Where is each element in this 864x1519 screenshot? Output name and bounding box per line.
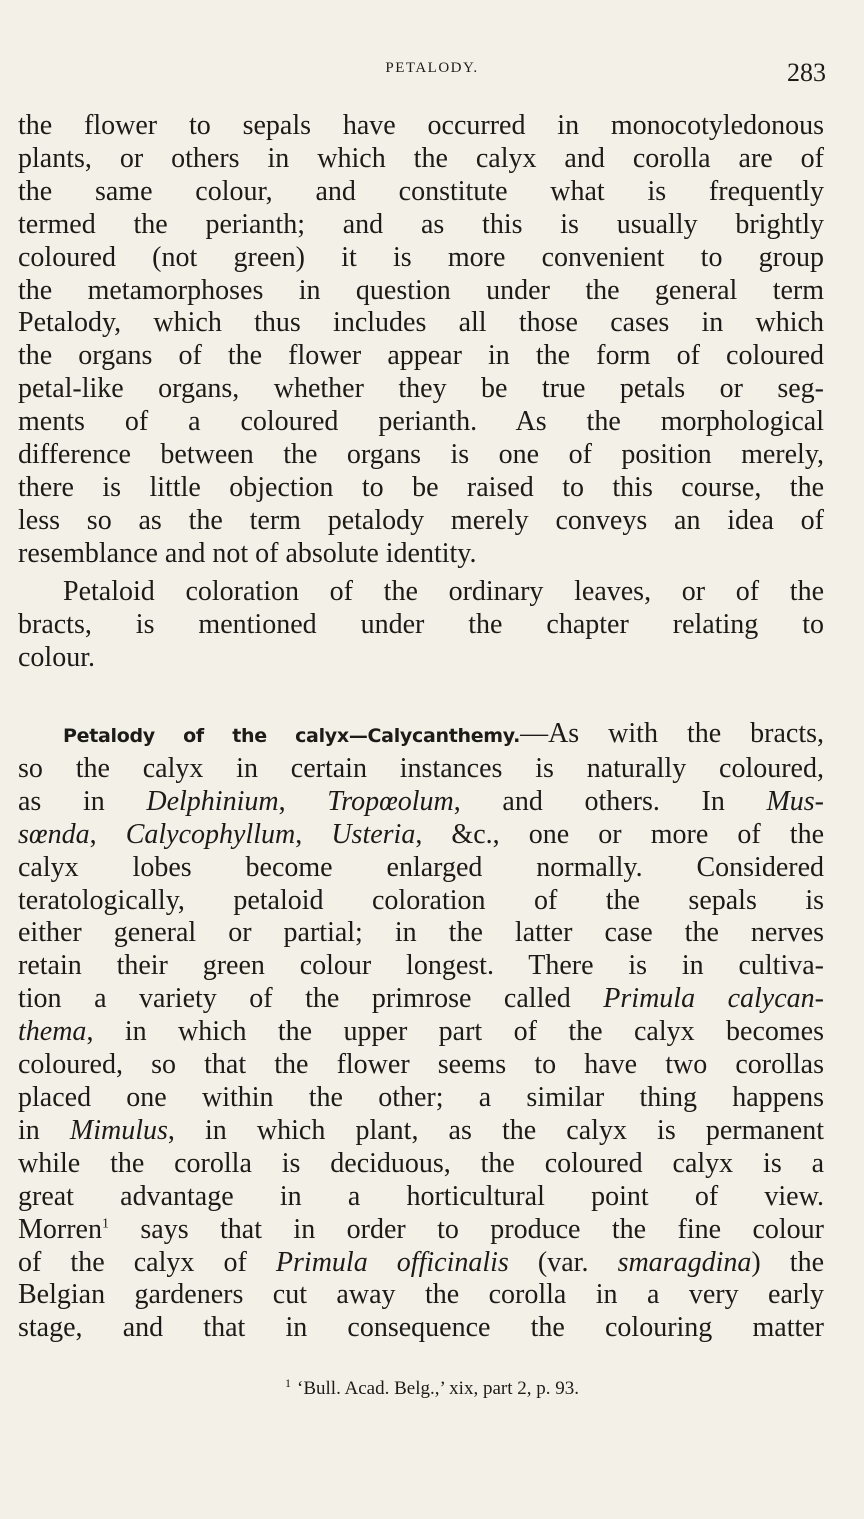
text-line: either general or partial; in the latter case the nerves bbox=[18, 917, 824, 949]
taxon-name: Mimulus bbox=[69, 1114, 168, 1146]
taxon-name: Usteria bbox=[331, 818, 416, 850]
text-line: calyx lobes become enlarged normally. Considered bbox=[18, 851, 824, 883]
text-line: bracts, is mentioned under the chapter relating to bbox=[18, 608, 824, 640]
text-line: as in Delphinium, Tropœolum, and others. In Mus- bbox=[18, 785, 824, 817]
text-line: petal-like organs, whether they be true petals or seg- bbox=[18, 373, 824, 405]
taxon-name: Delphinium bbox=[146, 785, 279, 817]
running-title: PETALODY. bbox=[385, 60, 479, 76]
taxon-name: thema bbox=[18, 1016, 87, 1048]
taxon-name: Mus- bbox=[766, 785, 824, 817]
text-line: of the calyx of Primula officinalis (var. smaragdina) the bbox=[18, 1246, 824, 1278]
text-line: coloured, so that the flower seems to have two corollas bbox=[18, 1049, 824, 1081]
text-line: teratologically, petaloid coloration of the sepals is bbox=[18, 884, 824, 916]
text-line: placed one within the other; a similar thing happens bbox=[18, 1081, 824, 1113]
taxon-name: Primula officinalis bbox=[275, 1246, 509, 1278]
taxon-name: sœnda bbox=[18, 818, 90, 850]
section-calycanthemy bbox=[18, 718, 824, 1345]
taxon-name: Tropœolum bbox=[327, 785, 454, 817]
footnote-text: ‘Bull. Acad. Belg.,’ xix, part 2, p. 93. bbox=[297, 1378, 579, 1399]
text-line: while the corolla is deciduous, the coloured calyx is a bbox=[18, 1147, 824, 1179]
text-line: Petaloid coloration of the ordinary leaves, or of the bbox=[63, 576, 824, 607]
text-line: termed the perianth; and as this is usually brightly bbox=[18, 208, 824, 240]
text-line: coloured (not green) it is more convenient to group bbox=[18, 241, 824, 273]
text-line: resemblance and not of absolute identity. bbox=[18, 537, 477, 569]
text-line: retain their green colour longest. There is in cultiva- bbox=[18, 950, 824, 982]
text-line: the same colour, and constitute what is frequently bbox=[18, 175, 824, 207]
text-line: great advantage in a horticultural point of view. bbox=[18, 1180, 824, 1212]
page-number: 283 bbox=[787, 58, 826, 87]
text-line: sœnda, Calycophyllum, Usteria, &c., one or more of the bbox=[18, 818, 824, 850]
text-line: so the calyx in certain instances is naturally coloured, bbox=[18, 752, 824, 784]
text-line: the metamorphoses in question under the general term bbox=[18, 274, 824, 306]
footnote bbox=[0, 1375, 864, 1400]
text-line: ments of a coloured perianth. As the morphological bbox=[18, 406, 824, 438]
text-line: stage, and that in consequence the colouring matter bbox=[18, 1312, 824, 1344]
taxon-name: smaragdina bbox=[617, 1246, 752, 1278]
section-first-line: Petalody of the calyx—Calycanthemy.—As with the bracts, bbox=[63, 718, 824, 749]
text-line: the flower to sepals have occurred in monocotyledonous bbox=[18, 110, 824, 141]
text-line: colour. bbox=[18, 641, 95, 673]
text-line: there is little objection to be raised to this course, the bbox=[18, 471, 824, 503]
taxon-name: Primula calycan- bbox=[603, 983, 824, 1015]
paragraph-coloration bbox=[18, 576, 824, 675]
text-line: difference between the organs is one of position merely, bbox=[18, 439, 824, 471]
text-line: in Mimulus, in which plant, as the calyx is permanent bbox=[18, 1114, 825, 1146]
taxon-name: Calycophyllum bbox=[125, 818, 296, 850]
text-line: tion a variety of the primrose called Primula calycan- bbox=[18, 983, 824, 1015]
footnote-number: 1 bbox=[285, 1375, 292, 1390]
text-line: Belgian gardeners cut away the corolla in a very early bbox=[18, 1279, 824, 1311]
text-line: the organs of the flower appear in the form of coloured bbox=[18, 340, 824, 372]
section-heading: Petalody of the calyx—Calycanthemy. bbox=[63, 725, 521, 747]
text-line: plants, or others in which the calyx and corolla are of bbox=[18, 142, 824, 174]
text-line: Morren$^1$ says that in order to produce the fine colour bbox=[18, 1213, 824, 1245]
text-line: thema, in which the upper part of the calyx becomes bbox=[18, 1016, 824, 1048]
paragraph-continuation bbox=[18, 110, 824, 571]
text-line: Petalody, which thus includes all those cases in which bbox=[18, 307, 824, 339]
text-line: less so as the term petalody merely conveys an idea of bbox=[18, 504, 824, 536]
footnote-marker: 1 bbox=[101, 1216, 109, 1232]
